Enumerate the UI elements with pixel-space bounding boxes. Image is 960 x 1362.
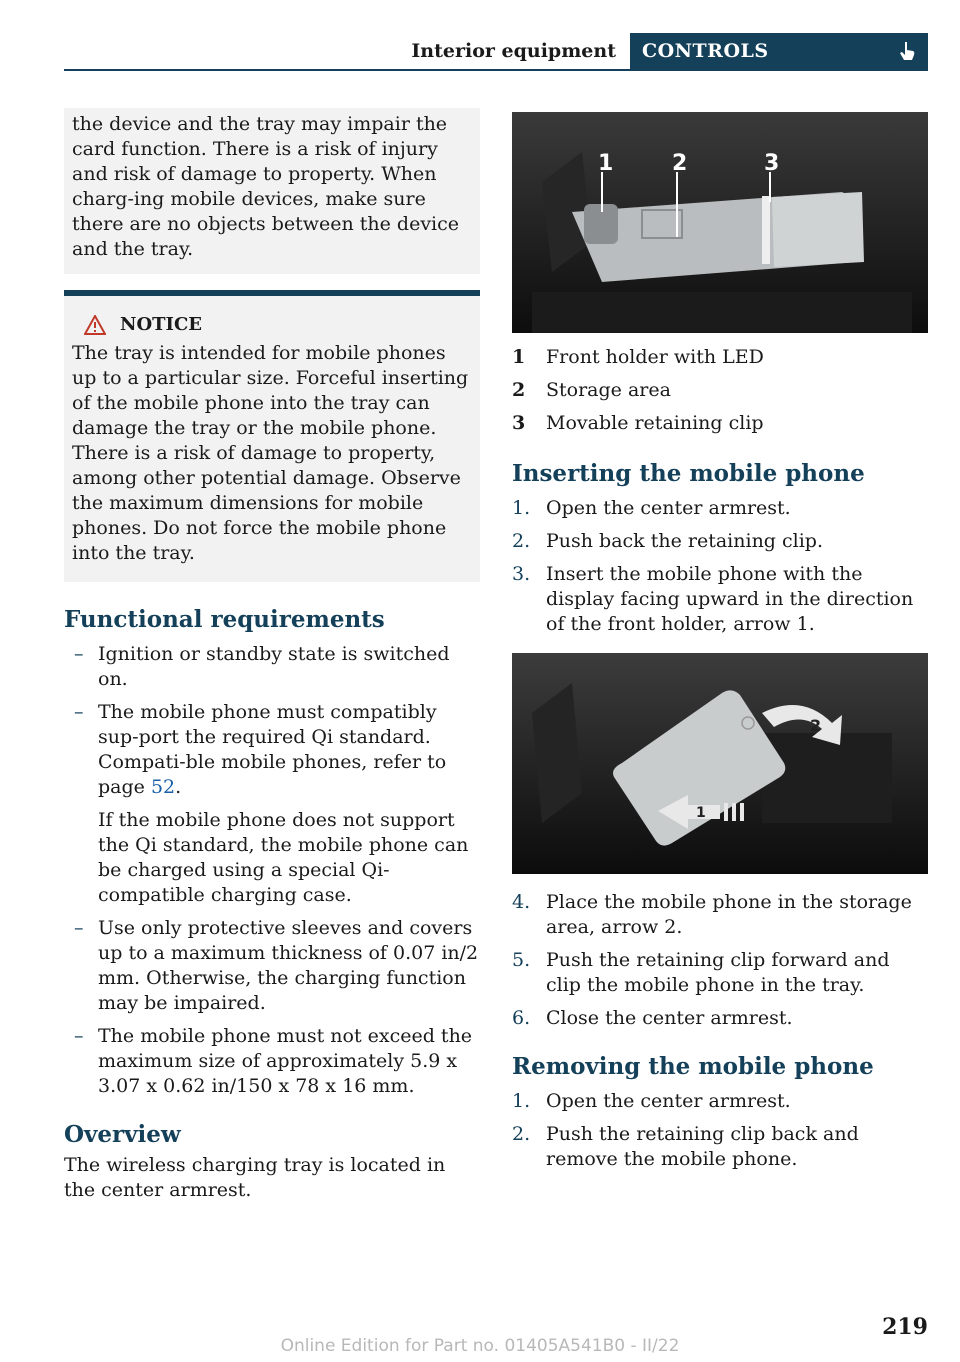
overview-heading: Overview — [64, 1121, 181, 1148]
controls-tab — [630, 33, 928, 71]
step-text: Push the retaining clip back and remove the mobile phone. — [546, 1123, 859, 1170]
step-number: 4. — [512, 891, 531, 913]
inserting-steps-a — [512, 496, 928, 637]
removing-heading: Removing the mobile phone — [512, 1053, 874, 1080]
step-item — [512, 529, 928, 554]
photo-legend — [512, 345, 928, 436]
step-number: 1. — [512, 1090, 531, 1112]
step-text: Push the retaining clip forward and clip the mobile phone in the tray. — [546, 949, 890, 996]
overview-text: The wireless charging tray is located in the center armrest. — [64, 1154, 446, 1201]
list-item-text: The mobile phone must compatibly sup‐port the required Qi standard. Compati‐ble mobile phones, refer to page — [98, 701, 447, 798]
notice-text: The tray is intended for mobile phones up to a particular size. Forceful inserting of the mobile phone into the tray can damage the tray or the mobile phone. There is a risk of damage to property, among other potential damage. Observe the maximum dimensions for mobile phones. Do not force the mobile phone into the tray. — [72, 342, 469, 564]
dash-marker: – — [74, 917, 84, 939]
functional-requirements-list — [64, 642, 480, 1099]
list-item-text: Ignition or standby state is switched on. — [98, 643, 450, 690]
list-item — [64, 700, 480, 908]
charging-tray-illustration — [512, 112, 928, 333]
step-item — [512, 562, 928, 637]
charging-tray-photo — [512, 112, 928, 333]
inserting-phone-illustration — [512, 653, 928, 874]
legend-label: Storage area — [546, 379, 671, 401]
edition-footer: Online Edition for Part no. 01405A541B0 - II/22 — [280, 1336, 680, 1356]
step-number: 5. — [512, 949, 531, 971]
right-column — [512, 112, 928, 1180]
legend-number: 1 — [512, 346, 526, 368]
step-text: Open the center armrest. — [546, 1090, 791, 1112]
step-number: 2. — [512, 530, 531, 552]
page-reference-link[interactable]: 52 — [150, 776, 176, 798]
step-item — [512, 1006, 928, 1031]
step-number: 6. — [512, 1007, 531, 1029]
hand-pointer-icon — [896, 40, 918, 62]
list-item-text: The mobile phone must not exceed the maximum size of approximately 5.9 x 3.07 x 0.62 in/150 x 78 x 16 mm. — [98, 1025, 473, 1097]
step-item — [512, 496, 928, 521]
arrow-label-1: 1 — [696, 805, 706, 821]
legend-label: Front holder with LED — [546, 346, 764, 368]
legend-number: 2 — [512, 379, 526, 401]
notice-title: NOTICE — [120, 314, 202, 335]
step-item — [512, 1122, 928, 1172]
warning-triangle-icon — [84, 315, 106, 335]
notice-box — [64, 290, 480, 582]
step-text: Insert the mobile phone with the display facing upward in the direction of the front holder, arrow 1. — [546, 563, 914, 635]
step-text: Close the center armrest. — [546, 1007, 793, 1029]
removing-steps — [512, 1089, 928, 1172]
inserting-steps-b — [512, 890, 928, 1031]
step-text: Place the mobile phone in the storage area, arrow 2. — [546, 891, 912, 938]
legend-label: Movable retaining clip — [546, 412, 764, 434]
list-item — [64, 642, 480, 692]
list-item — [64, 1024, 480, 1099]
page-number: 219 — [882, 1314, 928, 1340]
dash-marker: – — [74, 701, 84, 723]
functional-requirements-heading: Functional requirements — [64, 606, 385, 633]
step-item — [512, 1089, 928, 1114]
legend-row — [512, 378, 928, 403]
step-number: 3. — [512, 563, 531, 585]
photo-label-2: 2 — [672, 151, 688, 176]
legend-number: 3 — [512, 412, 526, 434]
notice-header — [84, 314, 472, 335]
section-title: Interior equipment — [411, 40, 616, 62]
step-number: 2. — [512, 1123, 531, 1145]
legend-row — [512, 345, 928, 370]
step-item — [512, 948, 928, 998]
inserting-phone-photo — [512, 653, 928, 874]
inserting-heading: Inserting the mobile phone — [512, 460, 865, 487]
warning-continuation-box — [64, 108, 480, 274]
list-item-text: Use only protective sleeves and covers up to a maximum thickness of 0.07 in/2 mm. Otherwise, the charging function may be impaired. — [98, 917, 479, 1014]
page-header — [64, 33, 928, 71]
dash-marker: – — [74, 643, 84, 665]
photo-label-3: 3 — [764, 151, 780, 176]
step-text: Open the center armrest. — [546, 497, 791, 519]
warning-continuation-text: the device and the tray may impair the card function. There is a risk of injury and risk of damage to property. When charg‐ing mobile devices, make sure there are no objects between the device and the tray. — [72, 113, 460, 260]
controls-tab-label: CONTROLS — [642, 40, 769, 62]
arrow-label-2: 2 — [810, 716, 822, 735]
dash-marker: – — [74, 1025, 84, 1047]
header-rule — [64, 69, 928, 71]
step-number: 1. — [512, 497, 531, 519]
page-ref-suffix: . — [175, 776, 182, 798]
step-text: Push back the retaining clip. — [546, 530, 824, 552]
legend-row — [512, 411, 928, 436]
left-column — [64, 108, 480, 1203]
list-item-subtext: If the mobile phone does not support the Qi standard, the mobile phone can be charged using a special Qi-compatible charging case. — [98, 809, 469, 906]
step-item — [512, 890, 928, 940]
list-item — [64, 916, 480, 1016]
photo-label-1: 1 — [598, 151, 614, 176]
